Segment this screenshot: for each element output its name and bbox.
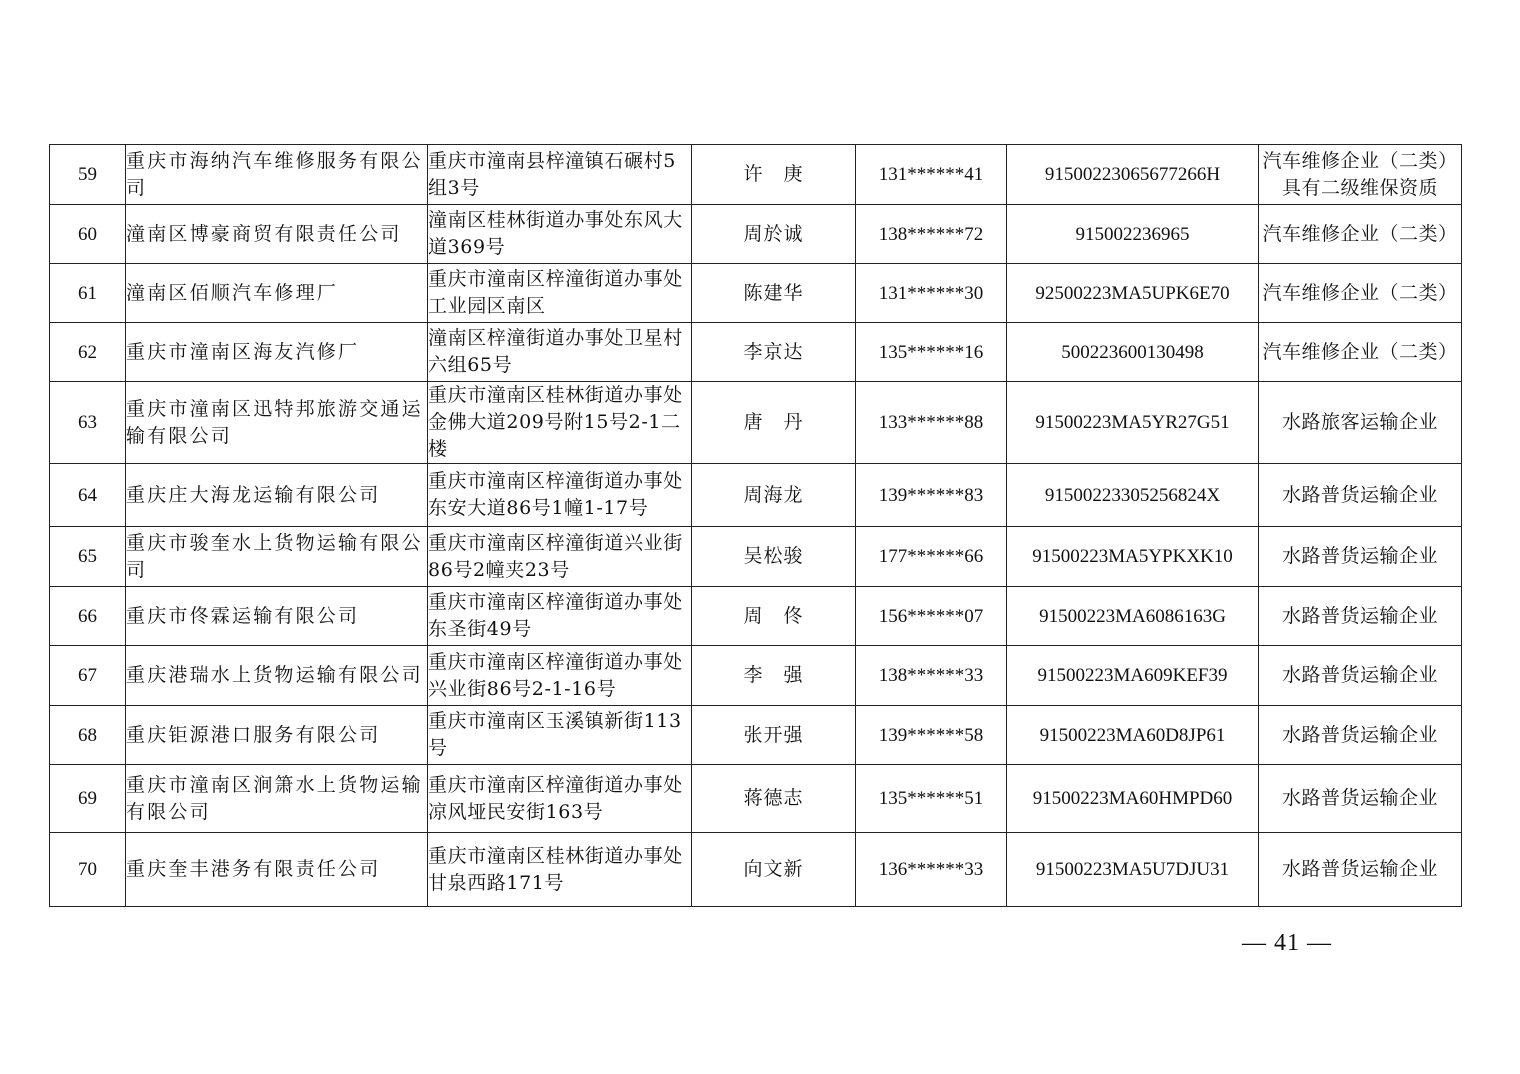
credit-code: 915002236965 xyxy=(1007,205,1259,264)
company-name: 重庆市潼南区迅特邦旅游交通运输有限公司 xyxy=(126,382,428,464)
company-name: 重庆市潼南区海友汽修厂 xyxy=(126,323,428,382)
table-row xyxy=(50,464,1462,527)
contact-phone: 138******72 xyxy=(856,205,1007,264)
credit-code: 91500223MA5YR27G51 xyxy=(1007,382,1259,464)
company-name: 重庆钜源港口服务有限公司 xyxy=(126,706,428,765)
contact-phone: 177******66 xyxy=(856,527,1007,587)
contact-person: 唐 丹 xyxy=(692,382,856,464)
enterprise-type: 水路旅客运输企业 xyxy=(1259,382,1462,464)
contact-person: 许 庚 xyxy=(692,145,856,205)
row-number: 59 xyxy=(50,145,126,205)
enterprise-table xyxy=(49,144,1462,907)
contact-person: 李京达 xyxy=(692,323,856,382)
row-number: 65 xyxy=(50,527,126,587)
enterprise-type: 汽车维修企业（二类） xyxy=(1259,323,1462,382)
enterprise-type: 汽车维修企业（二类）具有二级维保资质 xyxy=(1259,145,1462,205)
row-number: 69 xyxy=(50,765,126,833)
company-name: 重庆市佟霖运输有限公司 xyxy=(126,587,428,646)
company-name: 重庆庄大海龙运输有限公司 xyxy=(126,464,428,527)
company-name: 重庆奎丰港务有限责任公司 xyxy=(126,833,428,907)
credit-code: 91500223065677266H xyxy=(1007,145,1259,205)
enterprise-type: 水路普货运输企业 xyxy=(1259,706,1462,765)
table-row xyxy=(50,833,1462,907)
table-row xyxy=(50,646,1462,706)
contact-person: 张开强 xyxy=(692,706,856,765)
company-address: 重庆市潼南区梓潼街道办事处东圣街49号 xyxy=(428,587,692,646)
table-row xyxy=(50,382,1462,464)
company-address: 重庆市潼南区梓潼街道兴业街86号2幢夹23号 xyxy=(428,527,692,587)
contact-phone: 156******07 xyxy=(856,587,1007,646)
company-name: 潼南区佰顺汽车修理厂 xyxy=(126,264,428,323)
credit-code: 500223600130498 xyxy=(1007,323,1259,382)
company-address: 重庆市潼南区梓潼街道办事处凉风垭民安街163号 xyxy=(428,765,692,833)
contact-phone: 133******88 xyxy=(856,382,1007,464)
row-number: 66 xyxy=(50,587,126,646)
row-number: 67 xyxy=(50,646,126,706)
contact-person: 周 佟 xyxy=(692,587,856,646)
table-body xyxy=(50,145,1462,907)
credit-code: 91500223MA6086163G xyxy=(1007,587,1259,646)
contact-person: 蒋德志 xyxy=(692,765,856,833)
enterprise-type: 水路普货运输企业 xyxy=(1259,527,1462,587)
credit-code: 91500223MA5U7DJU31 xyxy=(1007,833,1259,907)
table-row xyxy=(50,145,1462,205)
contact-phone: 139******83 xyxy=(856,464,1007,527)
table-row xyxy=(50,205,1462,264)
contact-phone: 135******51 xyxy=(856,765,1007,833)
credit-code: 91500223MA609KEF39 xyxy=(1007,646,1259,706)
company-address: 重庆市潼南区桂林街道办事处甘泉西路171号 xyxy=(428,833,692,907)
company-address: 重庆市潼南区梓潼街道办事处工业园区南区 xyxy=(428,264,692,323)
contact-person: 周海龙 xyxy=(692,464,856,527)
row-number: 62 xyxy=(50,323,126,382)
contact-phone: 131******30 xyxy=(856,264,1007,323)
table-row xyxy=(50,706,1462,765)
table-row xyxy=(50,323,1462,382)
enterprise-type: 水路普货运输企业 xyxy=(1259,464,1462,527)
company-address: 重庆市潼南区玉溪镇新街113号 xyxy=(428,706,692,765)
contact-phone: 135******16 xyxy=(856,323,1007,382)
company-name: 重庆市潼南区涧箫水上货物运输有限公司 xyxy=(126,765,428,833)
row-number: 70 xyxy=(50,833,126,907)
contact-phone: 139******58 xyxy=(856,706,1007,765)
company-address: 重庆市潼南县梓潼镇石碾村5组3号 xyxy=(428,145,692,205)
contact-person: 吴松骏 xyxy=(692,527,856,587)
company-address: 重庆市潼南区梓潼街道办事处东安大道86号1幢1-17号 xyxy=(428,464,692,527)
company-address: 潼南区梓潼街道办事处卫星村六组65号 xyxy=(428,323,692,382)
row-number: 61 xyxy=(50,264,126,323)
enterprise-type: 水路普货运输企业 xyxy=(1259,765,1462,833)
company-name: 重庆市骏奎水上货物运输有限公司 xyxy=(126,527,428,587)
table-row xyxy=(50,765,1462,833)
contact-phone: 136******33 xyxy=(856,833,1007,907)
row-number: 63 xyxy=(50,382,126,464)
credit-code: 91500223MA60HMPD60 xyxy=(1007,765,1259,833)
enterprise-type: 水路普货运输企业 xyxy=(1259,587,1462,646)
credit-code: 91500223MA60D8JP61 xyxy=(1007,706,1259,765)
row-number: 64 xyxy=(50,464,126,527)
row-number: 60 xyxy=(50,205,126,264)
page-number: — 41 — xyxy=(1242,930,1332,956)
enterprise-type: 水路普货运输企业 xyxy=(1259,646,1462,706)
company-address: 潼南区桂林街道办事处东风大道369号 xyxy=(428,205,692,264)
credit-code: 91500223305256824X xyxy=(1007,464,1259,527)
company-name: 重庆市海纳汽车维修服务有限公司 xyxy=(126,145,428,205)
company-address: 重庆市潼南区桂林街道办事处金佛大道209号附15号2-1二楼 xyxy=(428,382,692,464)
contact-phone: 131******41 xyxy=(856,145,1007,205)
enterprise-type: 水路普货运输企业 xyxy=(1259,833,1462,907)
company-name: 潼南区博豪商贸有限责任公司 xyxy=(126,205,428,264)
enterprise-type: 汽车维修企业（二类） xyxy=(1259,205,1462,264)
table-row xyxy=(50,587,1462,646)
contact-person: 周於诚 xyxy=(692,205,856,264)
company-name: 重庆港瑞水上货物运输有限公司 xyxy=(126,646,428,706)
table-row xyxy=(50,264,1462,323)
credit-code: 91500223MA5YPKXK10 xyxy=(1007,527,1259,587)
contact-person: 向文新 xyxy=(692,833,856,907)
enterprise-type: 汽车维修企业（二类） xyxy=(1259,264,1462,323)
contact-person: 李 强 xyxy=(692,646,856,706)
credit-code: 92500223MA5UPK6E70 xyxy=(1007,264,1259,323)
row-number: 68 xyxy=(50,706,126,765)
table-row xyxy=(50,527,1462,587)
contact-phone: 138******33 xyxy=(856,646,1007,706)
company-address: 重庆市潼南区梓潼街道办事处兴业街86号2-1-16号 xyxy=(428,646,692,706)
contact-person: 陈建华 xyxy=(692,264,856,323)
